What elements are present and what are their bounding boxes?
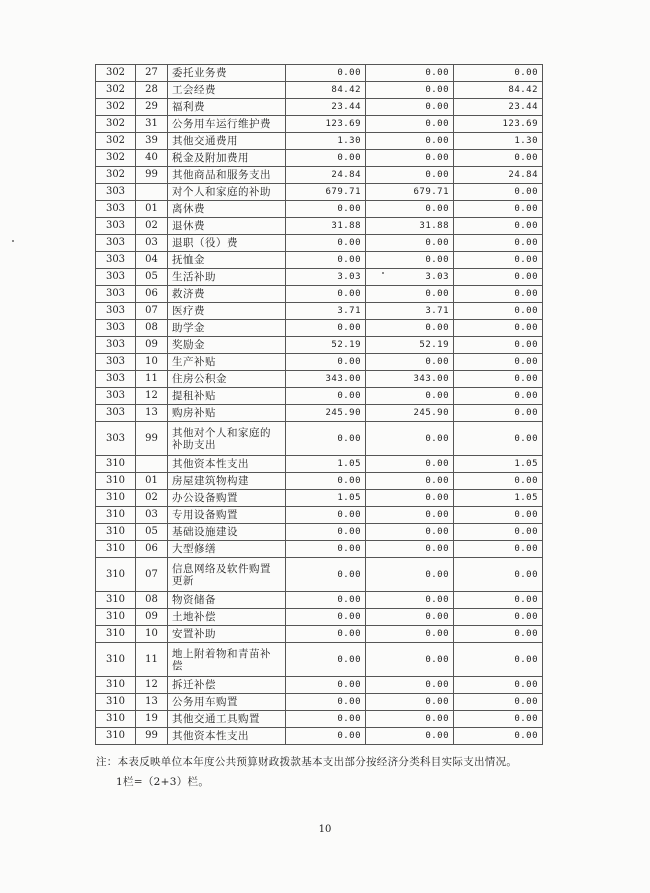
subcategory-code-cell: 03 bbox=[136, 507, 168, 524]
personnel-value-cell: 0.00 bbox=[366, 133, 454, 150]
item-name-cell: 抚恤金 bbox=[168, 252, 286, 269]
subcategory-code-cell: 27 bbox=[136, 65, 168, 82]
expenditure-table bbox=[95, 64, 543, 745]
category-code-cell: 310 bbox=[96, 541, 136, 558]
total-value-cell: 0.00 bbox=[286, 609, 366, 626]
personnel-value-cell: 0.00 bbox=[366, 252, 454, 269]
category-code-cell: 303 bbox=[96, 422, 136, 456]
total-value-cell: 0.00 bbox=[286, 201, 366, 218]
subcategory-code-cell: 01 bbox=[136, 201, 168, 218]
item-name-cell: 房屋建筑物构建 bbox=[168, 473, 286, 490]
subcategory-code-cell: 01 bbox=[136, 473, 168, 490]
category-code-cell: 310 bbox=[96, 490, 136, 507]
subcategory-code-cell: 12 bbox=[136, 677, 168, 694]
category-code-cell: 303 bbox=[96, 269, 136, 286]
category-code-cell: 310 bbox=[96, 558, 136, 592]
public-value-cell: 0.00 bbox=[454, 711, 543, 728]
item-name-cell: 其他商品和服务支出 bbox=[168, 167, 286, 184]
total-value-cell: 0.00 bbox=[286, 286, 366, 303]
item-name-cell: 工会经费 bbox=[168, 82, 286, 99]
table-row bbox=[96, 167, 543, 184]
total-value-cell: 0.00 bbox=[286, 150, 366, 167]
subcategory-code-cell: 06 bbox=[136, 541, 168, 558]
public-value-cell: 0.00 bbox=[454, 694, 543, 711]
public-value-cell: 0.00 bbox=[454, 269, 543, 286]
subcategory-code-cell: 10 bbox=[136, 354, 168, 371]
item-name-cell: 土地补偿 bbox=[168, 609, 286, 626]
subcategory-code-cell: 07 bbox=[136, 303, 168, 320]
public-value-cell: 0.00 bbox=[454, 337, 543, 354]
subcategory-code-cell: 06 bbox=[136, 286, 168, 303]
table-row bbox=[96, 422, 543, 456]
personnel-value-cell: 245.90 bbox=[366, 405, 454, 422]
item-name-cell: 生活补助 bbox=[168, 269, 286, 286]
category-code-cell: 310 bbox=[96, 456, 136, 473]
personnel-value-cell: 0.00 bbox=[366, 99, 454, 116]
public-value-cell: 0.00 bbox=[454, 65, 543, 82]
personnel-value-cell: 343.00 bbox=[366, 371, 454, 388]
item-name-cell: 提租补贴 bbox=[168, 388, 286, 405]
table-row bbox=[96, 388, 543, 405]
category-code-cell: 303 bbox=[96, 235, 136, 252]
category-code-cell: 310 bbox=[96, 507, 136, 524]
public-value-cell: 24.84 bbox=[454, 167, 543, 184]
table-row bbox=[96, 337, 543, 354]
category-code-cell: 303 bbox=[96, 337, 136, 354]
total-value-cell: 0.00 bbox=[286, 728, 366, 745]
table-row bbox=[96, 456, 543, 473]
item-name-cell: 生产补贴 bbox=[168, 354, 286, 371]
table-row bbox=[96, 507, 543, 524]
item-name-cell: 离休费 bbox=[168, 201, 286, 218]
table-row bbox=[96, 609, 543, 626]
item-name-cell: 安置补助 bbox=[168, 626, 286, 643]
table-row bbox=[96, 524, 543, 541]
personnel-value-cell: 0.00 bbox=[366, 201, 454, 218]
table-row bbox=[96, 184, 543, 201]
category-code-cell: 303 bbox=[96, 405, 136, 422]
public-value-cell: 1.05 bbox=[454, 490, 543, 507]
public-value-cell: 0.00 bbox=[454, 303, 543, 320]
item-name-cell: 退职（役）费 bbox=[168, 235, 286, 252]
public-value-cell: 1.05 bbox=[454, 456, 543, 473]
category-code-cell: 302 bbox=[96, 99, 136, 116]
category-code-cell: 310 bbox=[96, 626, 136, 643]
subcategory-code-cell bbox=[136, 184, 168, 201]
public-value-cell: 0.00 bbox=[454, 609, 543, 626]
item-name-cell: 购房补贴 bbox=[168, 405, 286, 422]
personnel-value-cell: 0.00 bbox=[366, 592, 454, 609]
subcategory-code-cell: 28 bbox=[136, 82, 168, 99]
total-value-cell: 0.00 bbox=[286, 507, 366, 524]
table-row bbox=[96, 405, 543, 422]
item-name-cell: 办公设备购置 bbox=[168, 490, 286, 507]
total-value-cell: 0.00 bbox=[286, 643, 366, 677]
personnel-value-cell: 0.00 bbox=[366, 626, 454, 643]
table-row bbox=[96, 677, 543, 694]
personnel-value-cell: 0.00 bbox=[366, 422, 454, 456]
category-code-cell: 302 bbox=[96, 133, 136, 150]
total-value-cell: 0.00 bbox=[286, 422, 366, 456]
item-name-cell: 委托业务费 bbox=[168, 65, 286, 82]
table-row bbox=[96, 99, 543, 116]
item-name-cell: 住房公积金 bbox=[168, 371, 286, 388]
personnel-value-cell: 0.00 bbox=[366, 65, 454, 82]
public-value-cell: 123.69 bbox=[454, 116, 543, 133]
personnel-value-cell: 3.03 bbox=[366, 269, 454, 286]
total-value-cell: 0.00 bbox=[286, 626, 366, 643]
subcategory-code-cell: 02 bbox=[136, 490, 168, 507]
category-code-cell: 310 bbox=[96, 609, 136, 626]
item-name-cell: 福利费 bbox=[168, 99, 286, 116]
table-row bbox=[96, 694, 543, 711]
subcategory-code-cell: 05 bbox=[136, 524, 168, 541]
table-row bbox=[96, 286, 543, 303]
item-name-cell: 拆迁补偿 bbox=[168, 677, 286, 694]
item-name-cell: 地上附着物和青苗补偿 bbox=[168, 643, 286, 677]
category-code-cell: 303 bbox=[96, 354, 136, 371]
subcategory-code-cell: 08 bbox=[136, 320, 168, 337]
total-value-cell: 0.00 bbox=[286, 524, 366, 541]
category-code-cell: 310 bbox=[96, 524, 136, 541]
total-value-cell: 0.00 bbox=[286, 473, 366, 490]
personnel-value-cell: 0.00 bbox=[366, 167, 454, 184]
total-value-cell: 0.00 bbox=[286, 320, 366, 337]
item-name-cell: 专用设备购置 bbox=[168, 507, 286, 524]
category-code-cell: 310 bbox=[96, 677, 136, 694]
total-value-cell: 343.00 bbox=[286, 371, 366, 388]
total-value-cell: 0.00 bbox=[286, 65, 366, 82]
total-value-cell: 3.03 bbox=[286, 269, 366, 286]
personnel-value-cell: 0.00 bbox=[366, 82, 454, 99]
public-value-cell: 0.00 bbox=[454, 320, 543, 337]
personnel-value-cell: 0.00 bbox=[366, 677, 454, 694]
category-code-cell: 303 bbox=[96, 218, 136, 235]
category-code-cell: 303 bbox=[96, 184, 136, 201]
public-value-cell: 84.42 bbox=[454, 82, 543, 99]
subcategory-code-cell: 08 bbox=[136, 592, 168, 609]
total-value-cell: 24.84 bbox=[286, 167, 366, 184]
public-value-cell: 0.00 bbox=[454, 252, 543, 269]
personnel-value-cell: 0.00 bbox=[366, 235, 454, 252]
public-value-cell: 1.30 bbox=[454, 133, 543, 150]
subcategory-code-cell: 13 bbox=[136, 694, 168, 711]
public-value-cell: 0.00 bbox=[454, 643, 543, 677]
subcategory-code-cell: 04 bbox=[136, 252, 168, 269]
category-code-cell: 303 bbox=[96, 303, 136, 320]
subcategory-code-cell: 99 bbox=[136, 167, 168, 184]
category-code-cell: 310 bbox=[96, 592, 136, 609]
personnel-value-cell: 0.00 bbox=[366, 388, 454, 405]
public-value-cell: 0.00 bbox=[454, 218, 543, 235]
subcategory-code-cell: 13 bbox=[136, 405, 168, 422]
total-value-cell: 0.00 bbox=[286, 694, 366, 711]
subcategory-code-cell: 07 bbox=[136, 558, 168, 592]
public-value-cell: 0.00 bbox=[454, 558, 543, 592]
public-value-cell: 0.00 bbox=[454, 541, 543, 558]
public-value-cell: 0.00 bbox=[454, 677, 543, 694]
personnel-value-cell: 0.00 bbox=[366, 116, 454, 133]
subcategory-code-cell: 31 bbox=[136, 116, 168, 133]
category-code-cell: 310 bbox=[96, 473, 136, 490]
public-value-cell: 0.00 bbox=[454, 354, 543, 371]
table-row bbox=[96, 150, 543, 167]
personnel-value-cell: 0.00 bbox=[366, 473, 454, 490]
category-code-cell: 303 bbox=[96, 388, 136, 405]
subcategory-code-cell: 19 bbox=[136, 711, 168, 728]
table-row bbox=[96, 133, 543, 150]
item-name-cell: 大型修缮 bbox=[168, 541, 286, 558]
personnel-value-cell: 0.00 bbox=[366, 643, 454, 677]
item-name-cell: 对个人和家庭的补助 bbox=[168, 184, 286, 201]
category-code-cell: 302 bbox=[96, 167, 136, 184]
table-row bbox=[96, 235, 543, 252]
table-row bbox=[96, 728, 543, 745]
table-row bbox=[96, 82, 543, 99]
table-row bbox=[96, 116, 543, 133]
category-code-cell: 302 bbox=[96, 65, 136, 82]
category-code-cell: 310 bbox=[96, 643, 136, 677]
item-name-cell: 公务用车运行维护费 bbox=[168, 116, 286, 133]
personnel-value-cell: 0.00 bbox=[366, 541, 454, 558]
table-row bbox=[96, 371, 543, 388]
public-value-cell: 0.00 bbox=[454, 626, 543, 643]
total-value-cell: 0.00 bbox=[286, 235, 366, 252]
category-code-cell: 303 bbox=[96, 371, 136, 388]
personnel-value-cell: 0.00 bbox=[366, 728, 454, 745]
personnel-value-cell: 0.00 bbox=[366, 490, 454, 507]
table-row bbox=[96, 303, 543, 320]
category-code-cell: 310 bbox=[96, 728, 136, 745]
item-name-cell: 救济费 bbox=[168, 286, 286, 303]
subcategory-code-cell bbox=[136, 456, 168, 473]
table-row bbox=[96, 558, 543, 592]
table-row bbox=[96, 320, 543, 337]
item-name-cell: 助学金 bbox=[168, 320, 286, 337]
item-name-cell: 退休费 bbox=[168, 218, 286, 235]
public-value-cell: 0.00 bbox=[454, 422, 543, 456]
subcategory-code-cell: 10 bbox=[136, 626, 168, 643]
category-code-cell: 303 bbox=[96, 320, 136, 337]
total-value-cell: 245.90 bbox=[286, 405, 366, 422]
table-row bbox=[96, 626, 543, 643]
personnel-value-cell: 3.71 bbox=[366, 303, 454, 320]
personnel-value-cell: 0.00 bbox=[366, 507, 454, 524]
personnel-value-cell: 0.00 bbox=[366, 150, 454, 167]
personnel-value-cell: 0.00 bbox=[366, 524, 454, 541]
subcategory-code-cell: 40 bbox=[136, 150, 168, 167]
subcategory-code-cell: 03 bbox=[136, 235, 168, 252]
subcategory-code-cell: 29 bbox=[136, 99, 168, 116]
subcategory-code-cell: 11 bbox=[136, 371, 168, 388]
subcategory-code-cell: 12 bbox=[136, 388, 168, 405]
column-formula-note: 1栏=（2+3）栏。 bbox=[116, 776, 210, 788]
item-name-cell: 税金及附加费用 bbox=[168, 150, 286, 167]
item-name-cell: 其他交通工具购置 bbox=[168, 711, 286, 728]
public-value-cell: 0.00 bbox=[454, 388, 543, 405]
item-name-cell: 基础设施建设 bbox=[168, 524, 286, 541]
personnel-value-cell: 0.00 bbox=[366, 320, 454, 337]
personnel-value-cell: 0.00 bbox=[366, 694, 454, 711]
public-value-cell: 0.00 bbox=[454, 524, 543, 541]
total-value-cell: 3.71 bbox=[286, 303, 366, 320]
table-note: 注：本表反映单位本年度公共预算财政拨款基本支出部分按经济分类科目实际支出情况。 bbox=[96, 756, 518, 768]
public-value-cell: 0.00 bbox=[454, 371, 543, 388]
public-value-cell: 0.00 bbox=[454, 728, 543, 745]
total-value-cell: 0.00 bbox=[286, 354, 366, 371]
personnel-value-cell: 52.19 bbox=[366, 337, 454, 354]
scan-speck bbox=[382, 272, 384, 274]
table-row bbox=[96, 65, 543, 82]
public-value-cell: 23.44 bbox=[454, 99, 543, 116]
total-value-cell: 0.00 bbox=[286, 711, 366, 728]
category-code-cell: 302 bbox=[96, 82, 136, 99]
public-value-cell: 0.00 bbox=[454, 592, 543, 609]
item-name-cell: 医疗费 bbox=[168, 303, 286, 320]
item-name-cell: 公务用车购置 bbox=[168, 694, 286, 711]
total-value-cell: 31.88 bbox=[286, 218, 366, 235]
personnel-value-cell: 0.00 bbox=[366, 558, 454, 592]
category-code-cell: 310 bbox=[96, 711, 136, 728]
table-row bbox=[96, 354, 543, 371]
scan-speck bbox=[12, 240, 14, 242]
public-value-cell: 0.00 bbox=[454, 150, 543, 167]
personnel-value-cell: 0.00 bbox=[366, 609, 454, 626]
total-value-cell: 0.00 bbox=[286, 252, 366, 269]
category-code-cell: 303 bbox=[96, 286, 136, 303]
table-row bbox=[96, 592, 543, 609]
table-body bbox=[96, 65, 543, 745]
total-value-cell: 123.69 bbox=[286, 116, 366, 133]
category-code-cell: 310 bbox=[96, 694, 136, 711]
category-code-cell: 302 bbox=[96, 150, 136, 167]
category-code-cell: 303 bbox=[96, 201, 136, 218]
total-value-cell: 1.30 bbox=[286, 133, 366, 150]
subcategory-code-cell: 99 bbox=[136, 422, 168, 456]
item-name-cell: 奖励金 bbox=[168, 337, 286, 354]
subcategory-code-cell: 11 bbox=[136, 643, 168, 677]
total-value-cell: 1.05 bbox=[286, 456, 366, 473]
personnel-value-cell: 0.00 bbox=[366, 286, 454, 303]
subcategory-code-cell: 05 bbox=[136, 269, 168, 286]
total-value-cell: 0.00 bbox=[286, 541, 366, 558]
table-row bbox=[96, 711, 543, 728]
table-row bbox=[96, 541, 543, 558]
total-value-cell: 0.00 bbox=[286, 677, 366, 694]
total-value-cell: 679.71 bbox=[286, 184, 366, 201]
public-value-cell: 0.00 bbox=[454, 473, 543, 490]
total-value-cell: 52.19 bbox=[286, 337, 366, 354]
total-value-cell: 23.44 bbox=[286, 99, 366, 116]
total-value-cell: 1.05 bbox=[286, 490, 366, 507]
item-name-cell: 信息网络及软件购置更新 bbox=[168, 558, 286, 592]
table-row bbox=[96, 252, 543, 269]
public-value-cell: 0.00 bbox=[454, 184, 543, 201]
subcategory-code-cell: 09 bbox=[136, 337, 168, 354]
personnel-value-cell: 0.00 bbox=[366, 711, 454, 728]
table-row bbox=[96, 643, 543, 677]
public-value-cell: 0.00 bbox=[454, 201, 543, 218]
item-name-cell: 物资储备 bbox=[168, 592, 286, 609]
personnel-value-cell: 0.00 bbox=[366, 354, 454, 371]
personnel-value-cell: 679.71 bbox=[366, 184, 454, 201]
item-name-cell: 其他资本性支出 bbox=[168, 728, 286, 745]
table-row bbox=[96, 201, 543, 218]
item-name-cell: 其他资本性支出 bbox=[168, 456, 286, 473]
page-number: 10 bbox=[318, 824, 332, 835]
subcategory-code-cell: 09 bbox=[136, 609, 168, 626]
public-value-cell: 0.00 bbox=[454, 235, 543, 252]
table-row bbox=[96, 218, 543, 235]
public-value-cell: 0.00 bbox=[454, 286, 543, 303]
total-value-cell: 0.00 bbox=[286, 388, 366, 405]
total-value-cell: 0.00 bbox=[286, 558, 366, 592]
category-code-cell: 302 bbox=[96, 116, 136, 133]
item-name-cell: 其他对个人和家庭的补助支出 bbox=[168, 422, 286, 456]
category-code-cell: 303 bbox=[96, 252, 136, 269]
subcategory-code-cell: 99 bbox=[136, 728, 168, 745]
personnel-value-cell: 0.00 bbox=[366, 456, 454, 473]
subcategory-code-cell: 39 bbox=[136, 133, 168, 150]
table-row bbox=[96, 473, 543, 490]
total-value-cell: 84.42 bbox=[286, 82, 366, 99]
public-value-cell: 0.00 bbox=[454, 507, 543, 524]
total-value-cell: 0.00 bbox=[286, 592, 366, 609]
table-row bbox=[96, 269, 543, 286]
subcategory-code-cell: 02 bbox=[136, 218, 168, 235]
personnel-value-cell: 31.88 bbox=[366, 218, 454, 235]
public-value-cell: 0.00 bbox=[454, 405, 543, 422]
item-name-cell: 其他交通费用 bbox=[168, 133, 286, 150]
table-row bbox=[96, 490, 543, 507]
